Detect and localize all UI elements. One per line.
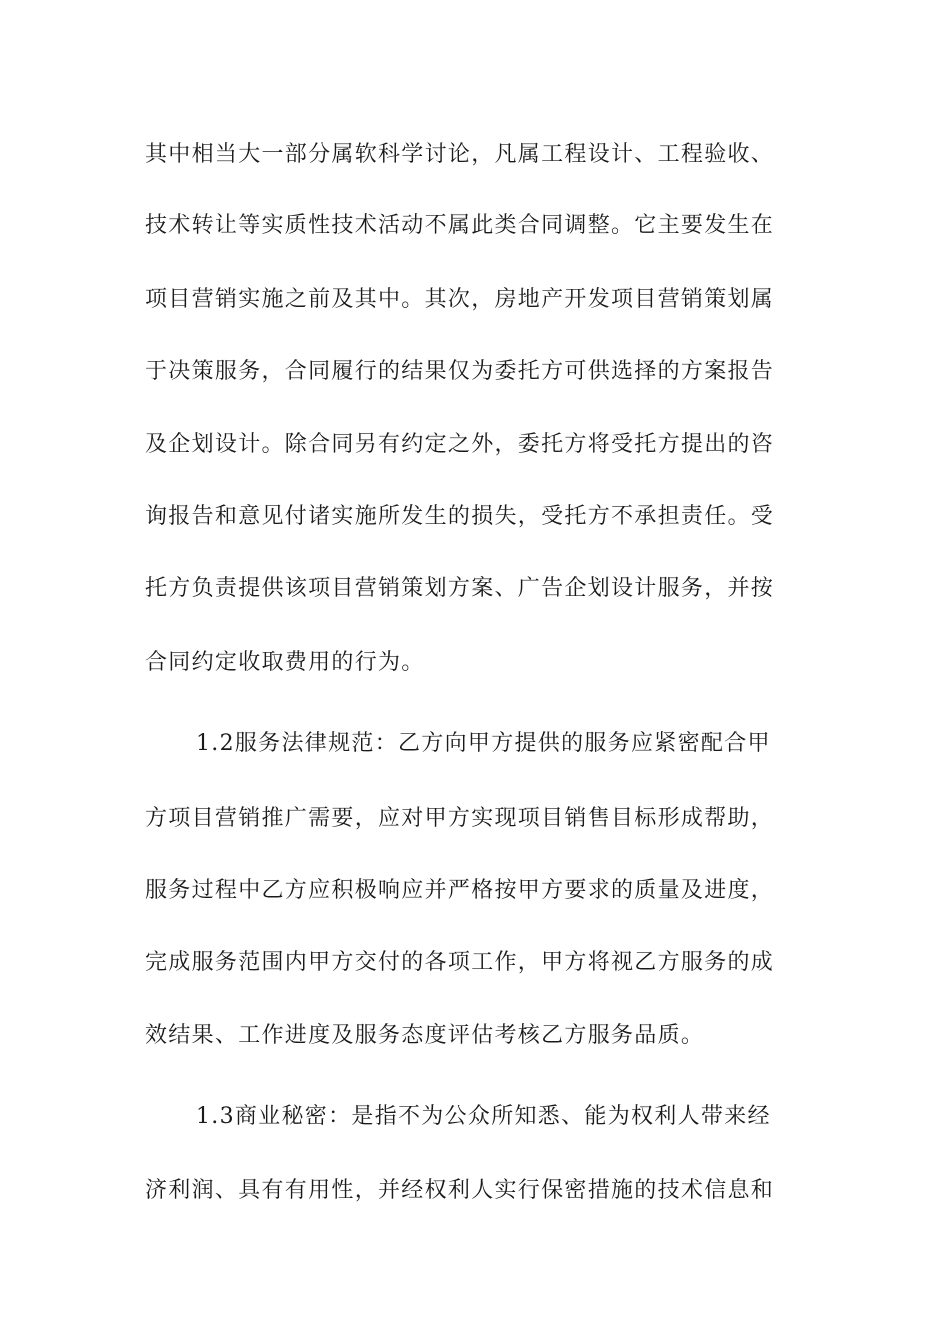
paragraph-line: 技术转让等实质性技术活动不属此类合同调整。它主要发生在 xyxy=(145,213,775,238)
section-heading-line: 1.2服务法律规范：乙方向甲方提供的服务应紧密配合甲 xyxy=(196,731,771,756)
paragraph-line: 效结果、工作进度及服务态度评估考核乙方服务品质。 xyxy=(145,1023,705,1048)
section-heading-line: 1.3商业秘密：是指不为公众所知悉、能为权利人带来经 xyxy=(196,1104,771,1129)
paragraph-line: 询报告和意见付诸实施所发生的损失，受托方不承担责任。受 xyxy=(145,504,775,529)
paragraph-line: 济利润、具有有用性，并经权利人实行保密措施的技术信息和 xyxy=(145,1178,775,1203)
paragraph-line: 合同约定收取费用的行为。 xyxy=(145,650,425,675)
paragraph-line: 及企划设计。除合同另有约定之外，委托方将受托方提出的咨 xyxy=(145,432,775,457)
paragraph-line: 其中相当大一部分属软科学讨论，凡属工程设计、工程验收、 xyxy=(145,142,775,167)
paragraph-line: 项目营销实施之前及其中。其次，房地产开发项目营销策划属 xyxy=(145,287,775,312)
paragraph-line: 完成服务范围内甲方交付的各项工作，甲方将视乙方服务的成 xyxy=(145,950,775,975)
paragraph-line: 托方负责提供该项目营销策划方案、广告企划设计服务，并按 xyxy=(145,576,775,601)
paragraph-line: 于决策服务，合同履行的结果仅为委托方可供选择的方案报告 xyxy=(145,359,775,384)
paragraph-line: 方项目营销推广需要，应对甲方实现项目销售目标形成帮助， xyxy=(145,806,775,831)
paragraph-line: 服务过程中乙方应积极响应并严格按甲方要求的质量及进度， xyxy=(145,878,775,903)
